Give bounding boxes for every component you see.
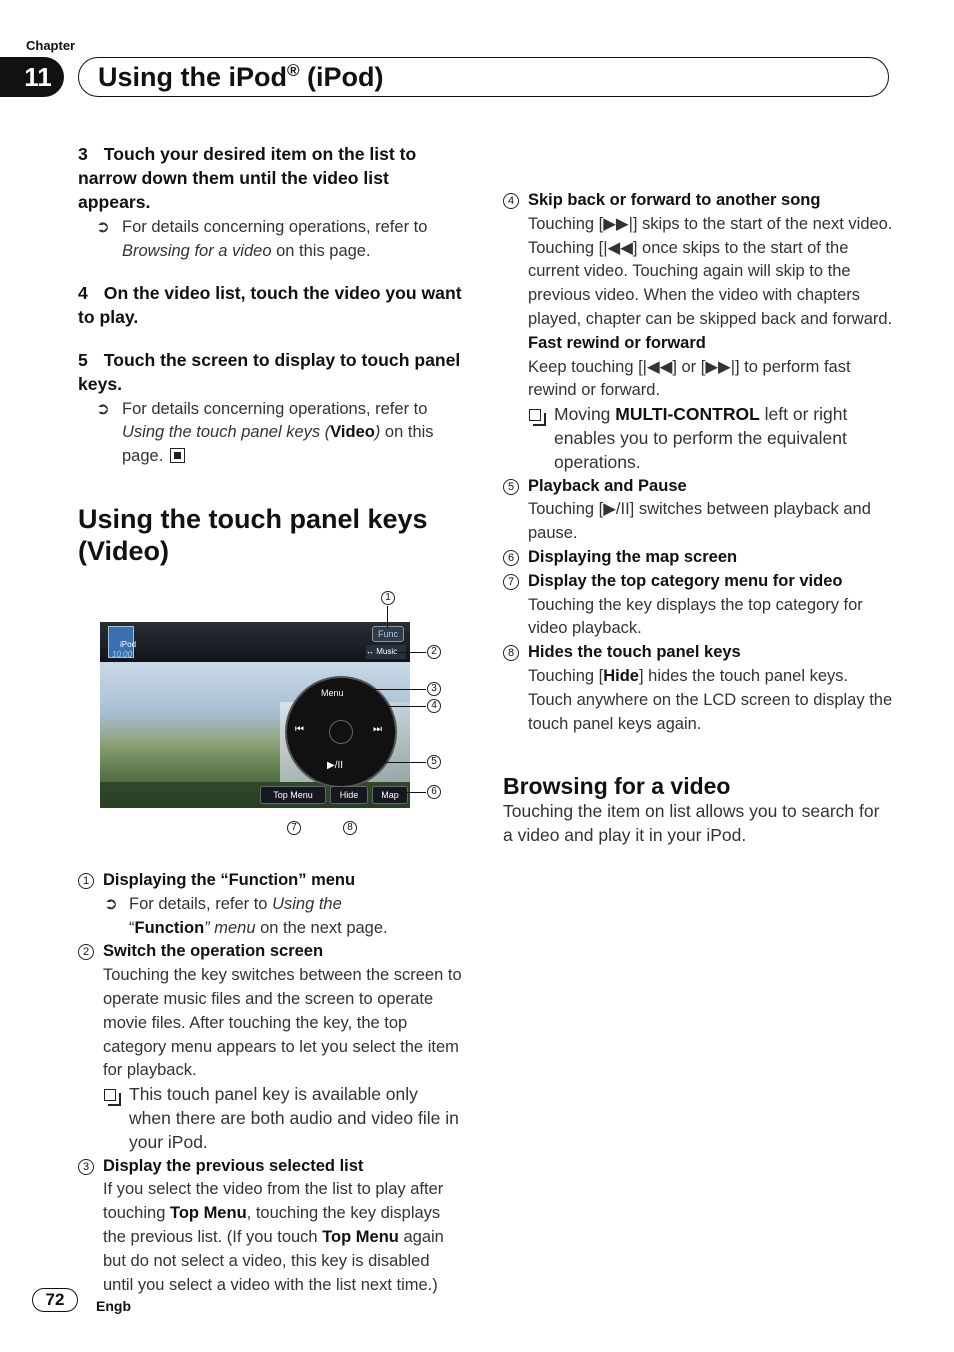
item-4-subhead: Fast rewind or forward xyxy=(528,333,706,352)
callout-2: 2 xyxy=(427,645,441,659)
callout-6: 6 xyxy=(427,785,441,799)
callout-8: 8 xyxy=(343,821,357,835)
func-button[interactable]: Func xyxy=(372,626,404,642)
item-4-title: 4 Skip back or forward to another song xyxy=(503,189,893,213)
browsing-heading: Browsing for a video xyxy=(503,773,731,800)
item-4-body: Touching [▶▶|] skips to the start of the next video. Touching [|◀◀] once skips to the start of the current video. Touching again will skip to the previous video. When the video with chapters played, chapter can be skipped back and forward. xyxy=(528,214,893,328)
end-mark-icon xyxy=(170,448,185,463)
music-switch-button[interactable]: ↔ Music xyxy=(366,645,406,659)
item-3-body: If you select the video from the list to play after touching Top Menu, touching the key displays the previous list. (If you touch Top Menu again but do not select a video, this key is disabled until you select a video with the list next time.) xyxy=(103,1180,444,1294)
item-1-note: ➲ For details, refer to Using the “Function” menu on the next page. xyxy=(104,894,388,937)
chapter-number-badge xyxy=(0,57,64,97)
item-2-body: Touching the key switches between the screen to operate music files and the screen to operate movie files. After touching the key, the top category menu appears to let you select the item for playback. xyxy=(103,966,462,1080)
touch-panel-screenshot xyxy=(100,622,410,808)
item-2-title: 2 Switch the operation screen xyxy=(78,940,462,964)
browsing-body: Touching the item on list allows you to search for a video and play it in your iPod. xyxy=(503,801,880,846)
right-column xyxy=(503,142,893,848)
item-8-title: 8 Hides the touch panel keys xyxy=(503,641,893,665)
step-3: 3 Touch your desired item on the list to narrow down them until the video list appears. xyxy=(78,144,417,212)
arrow-icon: ➲ xyxy=(104,894,118,913)
item-5-title: 5 Playback and Pause xyxy=(503,475,893,499)
chapter-label: Chapter xyxy=(26,38,76,53)
checkbox-icon xyxy=(104,1089,116,1101)
ipod-label: iPod xyxy=(120,640,137,649)
item-4-check: Moving MULTI-CONTROL left or right enables you to perform the equivalent operations. xyxy=(503,403,893,474)
menu-button[interactable]: Menu xyxy=(321,688,344,698)
next-button[interactable]: ⏭ xyxy=(373,724,382,735)
callout-4: 4 xyxy=(427,699,441,713)
wheel-center xyxy=(329,720,353,744)
page-number: 72 xyxy=(32,1288,78,1312)
play-pause-button[interactable]: ▶/II xyxy=(327,760,344,771)
step-5: 5 Touch the screen to display to touch panel keys. xyxy=(78,349,461,394)
callout-3: 3 xyxy=(427,682,441,696)
item-5-body: Touching [▶/II] switches between playback and pause. xyxy=(528,500,871,543)
screen-top-bar xyxy=(100,622,410,662)
item-6-title: 6 Displaying the map screen xyxy=(503,546,893,570)
registered-mark: ® xyxy=(287,61,300,80)
time-label: 10:00 xyxy=(112,650,133,659)
arrow-icon: ➲ xyxy=(96,218,110,236)
step-4: 4 On the video list, touch the video you want to play. xyxy=(78,282,462,327)
item-2-check: This touch panel key is available only when there are both audio and video file in your iPod. xyxy=(78,1083,462,1154)
item-8-body: Touching [Hide] hides the touch panel keys. Touch anywhere on the LCD screen to display the touch panel keys again. xyxy=(528,666,893,733)
prev-button[interactable]: ⏮ xyxy=(295,724,304,735)
arrow-icon: ➲ xyxy=(96,399,110,418)
item-3-title: 3 Display the previous selected list xyxy=(78,1155,462,1179)
bottom-key-bar xyxy=(100,784,410,806)
item-7-title: 7 Display the top category menu for video xyxy=(503,570,893,594)
map-button[interactable]: Map xyxy=(372,786,408,804)
section-heading: Using the touch panel keys (Video) xyxy=(78,503,428,566)
callout-5: 5 xyxy=(427,755,441,769)
callout-1: 1 xyxy=(381,591,395,605)
step-3-note: ➲ For details concerning operations, refer to Browsing for a video on this page. xyxy=(96,218,428,260)
item-7-body: Touching the key displays the top category for video playback. xyxy=(528,595,863,638)
checkbox-icon xyxy=(529,409,541,421)
chapter-number: 11 xyxy=(24,62,52,92)
hide-button[interactable]: Hide xyxy=(330,786,368,804)
control-wheel xyxy=(285,676,397,788)
page-title: Using the iPod® (iPod) xyxy=(98,61,384,92)
item-4-body2: Keep touching [|◀◀] or [▶▶|] to perform fast rewind or forward. xyxy=(528,357,851,400)
item-1-title: 1 Displaying the “Function” menu xyxy=(78,869,462,893)
top-menu-button[interactable]: Top Menu xyxy=(260,786,326,804)
language-code: Engb xyxy=(96,1298,131,1314)
callout-7: 7 xyxy=(287,821,301,835)
step-5-note: ➲ For details concerning operations, refer to Using the touch panel keys (Video) on this page. xyxy=(96,399,434,466)
